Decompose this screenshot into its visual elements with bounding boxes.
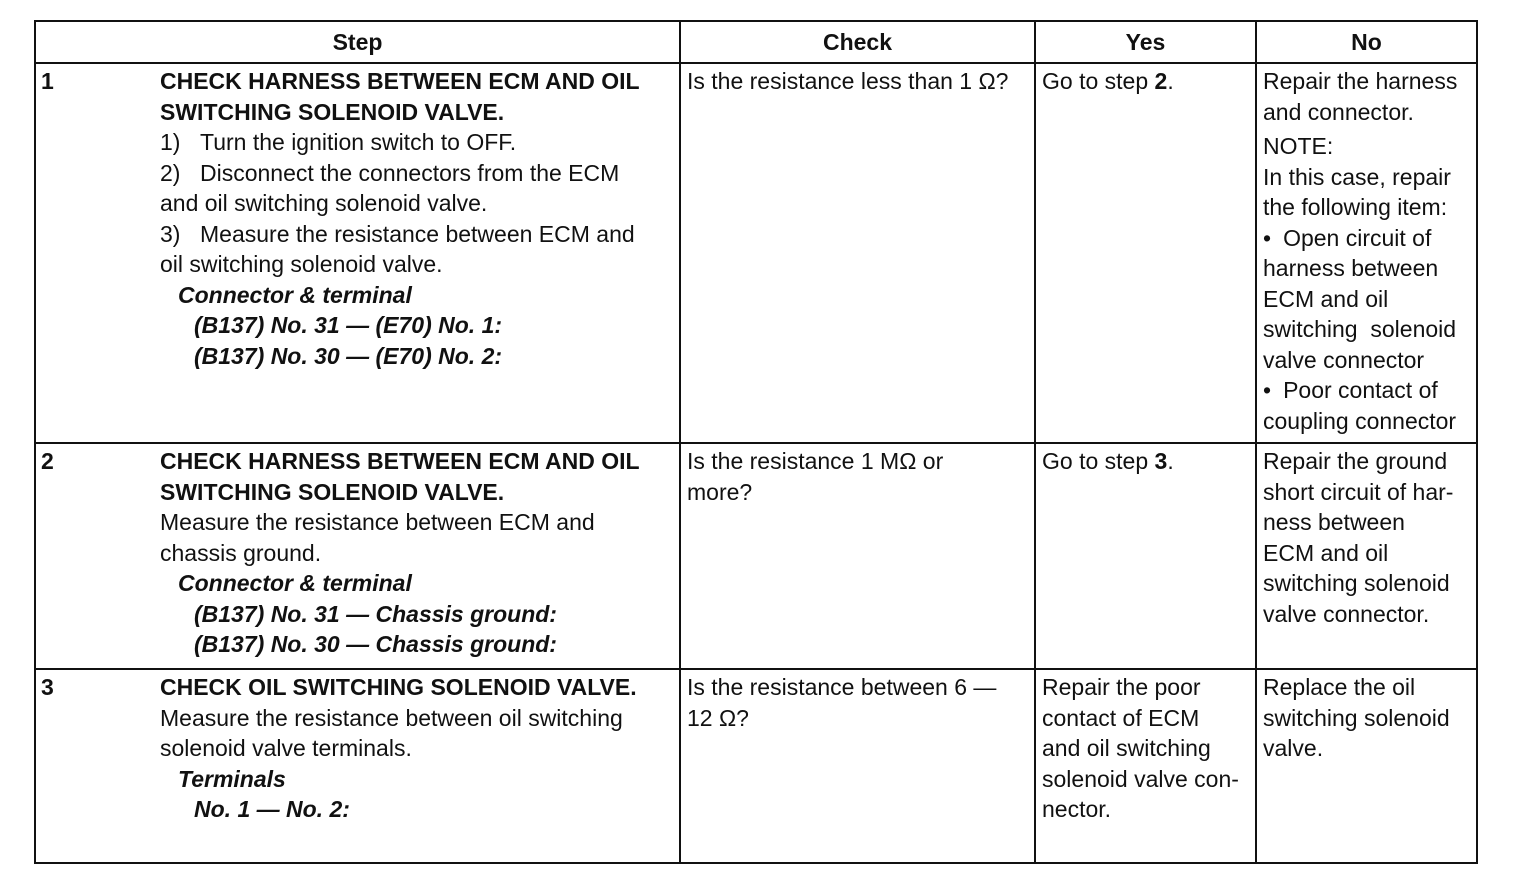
step-title-line: SWITCHING SOLENOID VALVE.	[160, 478, 505, 505]
spec-heading: Connector & terminal	[178, 570, 412, 596]
step-instruction: chassis ground.	[160, 539, 322, 566]
no-text-line: Repair the harness	[1263, 68, 1458, 94]
step-title-line: CHECK HARNESS BETWEEN ECM AND OIL	[160, 448, 640, 474]
step-instruction	[160, 158, 675, 189]
no-text-line: short circuit of har-	[1263, 478, 1454, 505]
no-cell	[1256, 669, 1477, 863]
diagnostic-table	[34, 20, 1478, 864]
note-bullet	[1263, 223, 1471, 254]
no-cell	[1256, 443, 1477, 669]
check-cell	[680, 443, 1035, 669]
yes-text-line: solenoid valve con-	[1042, 765, 1239, 792]
note-text-line: the following item:	[1263, 194, 1448, 220]
note-bullet-text: ECM and oil	[1263, 285, 1389, 312]
no-text-line: Repair the ground	[1263, 448, 1448, 474]
header-check: Check	[680, 21, 1035, 63]
header-row	[35, 21, 1477, 63]
step-title-line: SWITCHING SOLENOID VALVE.	[160, 98, 505, 125]
step-instruction	[160, 127, 675, 158]
step-instruction	[160, 188, 675, 219]
note-bullet	[1263, 375, 1471, 406]
yes-text-line: nector.	[1042, 796, 1112, 822]
yes-text: Go to step	[1042, 448, 1155, 474]
note-bullet-text: harness between	[1263, 255, 1439, 281]
table-row	[35, 443, 1477, 669]
note-bullet-text: Poor contact of	[1283, 377, 1438, 403]
no-text-line: Replace the oil	[1263, 674, 1416, 700]
check-text-line: Is the resistance 1 MΩ or	[687, 448, 944, 474]
header-step: Step	[35, 21, 680, 63]
instruction-number: 3)	[160, 220, 181, 247]
yes-text-line: contact of ECM	[1042, 704, 1200, 731]
instruction-text: and oil switching solenoid valve.	[160, 190, 488, 216]
spec-line: No. 1 — No. 2:	[194, 796, 350, 822]
check-cell	[680, 63, 1035, 443]
step-cell	[35, 443, 680, 669]
step-title-line: CHECK OIL SWITCHING SOLENOID VALVE.	[160, 674, 637, 700]
spec-line: (B137) No. 31 — (E70) No. 1:	[194, 312, 503, 338]
yes-step-number: 2	[1154, 68, 1168, 94]
instruction-text: Measure the resistance between ECM and	[200, 220, 635, 247]
instruction-text: oil switching solenoid valve.	[160, 251, 443, 277]
step-instruction: Measure the resistance between ECM and	[160, 509, 595, 535]
note-label: NOTE:	[1263, 133, 1334, 159]
step-cell	[35, 669, 680, 863]
spec-heading: Terminals	[178, 765, 286, 792]
check-cell	[680, 669, 1035, 863]
table-row	[35, 669, 1477, 863]
yes-cell	[1035, 443, 1256, 669]
check-text-line: more?	[687, 478, 753, 505]
yes-cell	[1035, 669, 1256, 863]
no-text-line: switching solenoid	[1263, 704, 1450, 731]
header-yes: Yes	[1035, 21, 1256, 63]
step-title	[160, 672, 675, 703]
check-text-line: Is the resistance between 6 —	[687, 674, 997, 700]
no-text-line: valve.	[1263, 735, 1324, 761]
step-number: 3	[41, 674, 54, 700]
step-instruction: solenoid valve terminals.	[160, 735, 412, 761]
step-instruction: Measure the resistance between oil switching	[160, 704, 623, 731]
yes-text: Go to step	[1042, 68, 1155, 94]
no-text-line: and connector.	[1263, 98, 1414, 125]
step-title-line: CHECK HARNESS BETWEEN ECM AND OIL	[160, 68, 640, 94]
no-text-line: ECM and oil	[1263, 539, 1389, 566]
yes-text-line: and oil switching	[1042, 735, 1211, 761]
no-cell	[1256, 63, 1477, 443]
note-bullet-text: switching solenoid	[1263, 316, 1457, 342]
no-text-line: ness between	[1263, 509, 1405, 535]
no-text-line: switching solenoid	[1263, 570, 1450, 596]
yes-text-end: .	[1167, 448, 1174, 474]
step-instruction	[160, 249, 675, 280]
instruction-number: 2)	[160, 159, 181, 186]
step-title	[160, 446, 675, 507]
spec-line: (B137) No. 30 — (E70) No. 2:	[194, 342, 503, 369]
note-text-line: In this case, repair	[1263, 163, 1451, 190]
spec-line: (B137) No. 31 — Chassis ground:	[194, 600, 557, 627]
instruction-text: Turn the ignition switch to OFF.	[200, 129, 517, 155]
yes-text-line: Repair the poor	[1042, 674, 1201, 700]
yes-step-number: 3	[1154, 448, 1168, 474]
table-row	[35, 63, 1477, 443]
instruction-text: Disconnect the connectors from the ECM	[200, 159, 620, 186]
check-text: Is the resistance less than 1 Ω?	[687, 68, 1009, 94]
instruction-number: 1)	[160, 129, 181, 155]
no-text-line: valve connector.	[1263, 600, 1430, 627]
spec-heading: Connector & terminal	[178, 281, 412, 308]
step-title	[160, 66, 675, 127]
step-instruction	[160, 219, 675, 250]
step-number: 1	[41, 68, 54, 94]
yes-cell	[1035, 63, 1256, 443]
note-bullet-text: coupling connector	[1263, 407, 1457, 434]
yes-text-end: .	[1167, 68, 1174, 94]
step-number: 2	[41, 448, 54, 474]
note-bullet-text: Open circuit of	[1283, 224, 1432, 251]
header-no: No	[1256, 21, 1477, 63]
note-bullet-text: valve connector	[1263, 346, 1425, 373]
step-cell	[35, 63, 680, 443]
check-text-line: 12 Ω?	[687, 704, 749, 731]
spec-line: (B137) No. 30 — Chassis ground:	[194, 631, 557, 657]
